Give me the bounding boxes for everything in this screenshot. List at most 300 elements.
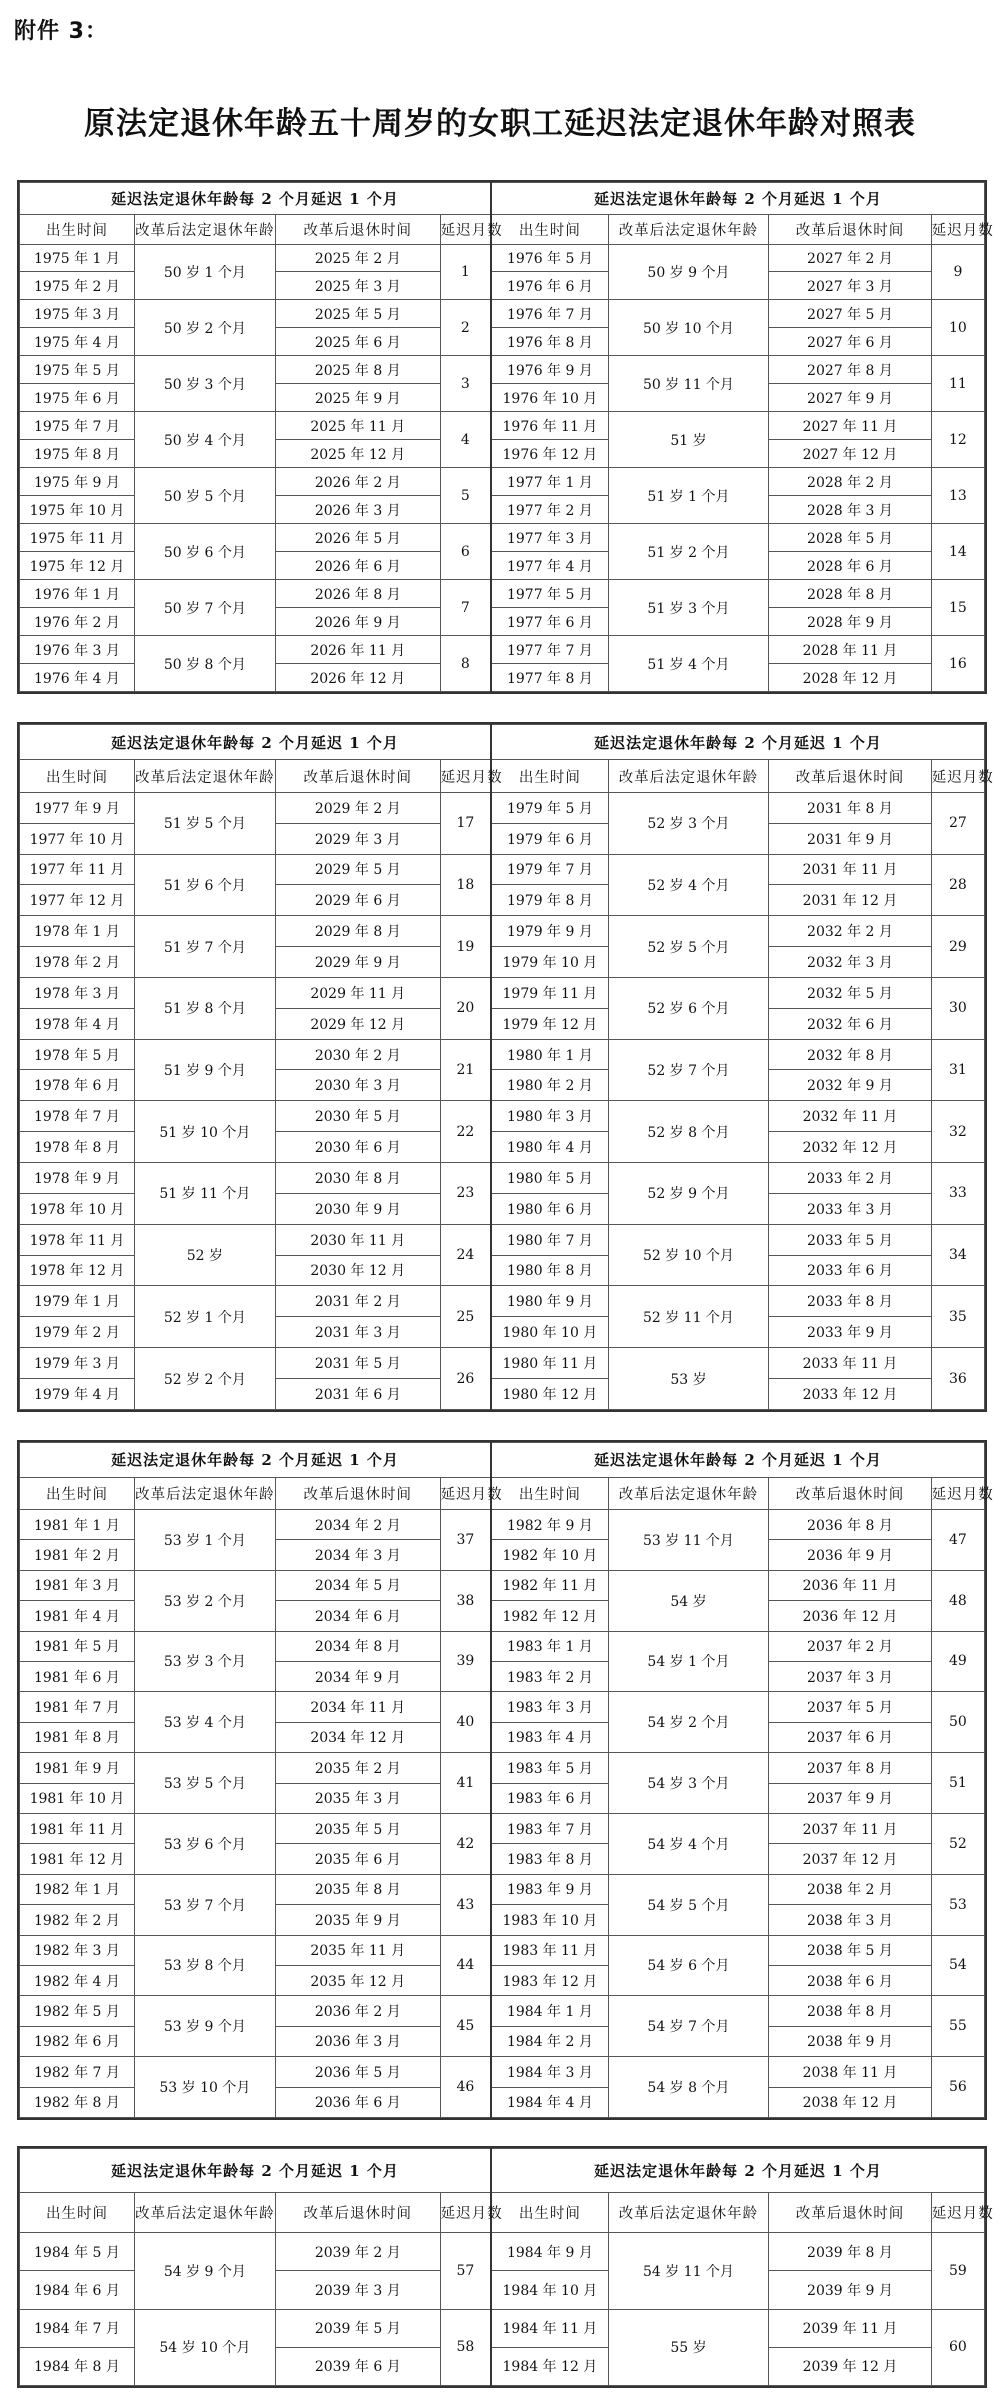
retirement-month-cell: 2026 年 6 月: [275, 552, 440, 580]
retirement-month-cell: 2039 年 5 月: [275, 2309, 440, 2347]
birth-month-cell: 1980 年 6 月: [491, 1193, 608, 1224]
birth-month-cell: 1981 年 11 月: [20, 1813, 135, 1843]
retirement-month-cell: 2038 年 6 月: [769, 1965, 932, 1995]
retirement-month-cell: 2028 年 2 月: [769, 468, 932, 496]
retirement-age-cell: 52 岁 4 个月: [608, 854, 768, 916]
retirement-age-cell: 54 岁 2 个月: [608, 1692, 768, 1753]
retirement-month-cell: 2036 年 3 月: [275, 2026, 440, 2056]
retirement-month-cell: 2026 年 12 月: [275, 664, 440, 692]
retirement-month-cell: 2025 年 3 月: [275, 272, 440, 300]
retirement-month-cell: 2035 年 9 月: [275, 1905, 440, 1935]
retirement-month-cell: 2035 年 12 月: [275, 1965, 440, 1995]
birth-month-cell: 1977 年 2 月: [491, 496, 608, 524]
retirement-month-cell: 2037 年 3 月: [769, 1661, 932, 1691]
lookup-table-1: [17, 180, 994, 694]
birth-month-cell: 1983 年 7 月: [491, 1813, 608, 1843]
attachment-label: 附件 3：: [14, 19, 108, 44]
birth-month-cell: 1982 年 3 月: [20, 1935, 135, 1965]
birth-month-cell: 1984 年 6 月: [20, 2271, 135, 2309]
column-header: 改革后法定退休年龄: [134, 760, 275, 792]
birth-month-cell: 1978 年 6 月: [20, 1070, 135, 1101]
delay-months-cell: 34: [931, 1224, 984, 1286]
retirement-month-cell: 2029 年 6 月: [275, 885, 440, 916]
retirement-month-cell: 2028 年 9 月: [769, 608, 932, 636]
column-header: 延迟月数: [440, 215, 491, 244]
lookup-table-4: [17, 2146, 994, 2388]
birth-month-cell: 1984 年 8 月: [20, 2347, 135, 2385]
table-row: [20, 1348, 985, 1379]
retirement-month-cell: 2030 年 8 月: [275, 1163, 440, 1194]
birth-month-cell: 1980 年 1 月: [491, 1039, 608, 1070]
birth-month-cell: 1977 年 12 月: [20, 885, 135, 916]
retirement-month-cell: 2026 年 11 月: [275, 636, 440, 664]
retirement-age-cell: 50 岁 11 个月: [608, 356, 768, 412]
birth-month-cell: 1980 年 11 月: [491, 1348, 608, 1379]
retirement-age-cell: 51 岁: [608, 412, 768, 468]
retirement-month-cell: 2035 年 2 月: [275, 1753, 440, 1783]
birth-month-cell: 1975 年 11 月: [20, 524, 135, 552]
retirement-age-cell: 52 岁: [134, 1224, 275, 1286]
column-header: 改革后退休时间: [275, 760, 440, 792]
retirement-age-cell: 53 岁 5 个月: [134, 1753, 275, 1814]
column-header: 延迟月数: [440, 760, 491, 792]
retirement-month-cell: 2034 年 3 月: [275, 1540, 440, 1570]
retirement-month-cell: 2038 年 11 月: [769, 2057, 932, 2087]
retirement-month-cell: 2037 年 6 月: [769, 1722, 932, 1752]
birth-month-cell: 1980 年 9 月: [491, 1286, 608, 1317]
birth-month-cell: 1976 年 2 月: [20, 608, 135, 636]
retirement-month-cell: 2027 年 9 月: [769, 384, 932, 412]
birth-month-cell: 1975 年 2 月: [20, 272, 135, 300]
delay-months-cell: 27: [931, 792, 984, 854]
delay-months-cell: 12: [931, 412, 984, 468]
retirement-month-cell: 2025 年 9 月: [275, 384, 440, 412]
retirement-table: [19, 182, 994, 692]
delay-months-cell: 53: [931, 1874, 984, 1935]
retirement-month-cell: 2028 年 6 月: [769, 552, 932, 580]
retirement-age-cell: 54 岁 1 个月: [608, 1631, 768, 1692]
retirement-month-cell: 2038 年 12 月: [769, 2087, 932, 2117]
birth-month-cell: 1975 年 5 月: [20, 356, 135, 384]
retirement-age-cell: 54 岁 11 个月: [608, 2233, 768, 2309]
birth-month-cell: 1983 年 10 月: [491, 1905, 608, 1935]
retirement-month-cell: 2027 年 8 月: [769, 356, 932, 384]
table-row: [20, 1224, 985, 1255]
retirement-age-cell: 50 岁 4 个月: [134, 412, 275, 468]
birth-month-cell: 1977 年 10 月: [20, 823, 135, 854]
retirement-month-cell: 2035 年 11 月: [275, 1935, 440, 1965]
birth-month-cell: 1982 年 1 月: [20, 1874, 135, 1904]
retirement-month-cell: 2035 年 6 月: [275, 1844, 440, 1874]
column-header: 出生时间: [491, 760, 608, 792]
retirement-month-cell: 2029 年 12 月: [275, 1008, 440, 1039]
birth-month-cell: 1984 年 10 月: [491, 2271, 608, 2309]
birth-month-cell: 1975 年 7 月: [20, 412, 135, 440]
retirement-month-cell: 2037 年 12 月: [769, 1844, 932, 1874]
birth-month-cell: 1984 年 1 月: [491, 1996, 608, 2026]
delay-months-cell: 15: [931, 580, 984, 636]
retirement-month-cell: 2026 年 5 月: [275, 524, 440, 552]
retirement-age-cell: 54 岁: [608, 1570, 768, 1631]
delay-months-cell: 43: [440, 1874, 491, 1935]
delay-months-cell: 23: [440, 1163, 491, 1225]
birth-month-cell: 1976 年 1 月: [20, 580, 135, 608]
retirement-age-cell: 54 岁 10 个月: [134, 2309, 275, 2385]
retirement-month-cell: 2029 年 8 月: [275, 916, 440, 947]
retirement-month-cell: 2035 年 3 月: [275, 1783, 440, 1813]
birth-month-cell: 1981 年 12 月: [20, 1844, 135, 1874]
birth-month-cell: 1979 年 12 月: [491, 1008, 608, 1039]
section-caption-right: 延迟法定退休年龄每 2 个月延迟 1 个月: [491, 1443, 984, 1478]
delay-months-cell: 19: [440, 916, 491, 978]
birth-month-cell: 1981 年 6 月: [20, 1661, 135, 1691]
retirement-month-cell: 2034 年 2 月: [275, 1509, 440, 1539]
retirement-month-cell: 2031 年 11 月: [769, 854, 932, 885]
delay-months-cell: 49: [931, 1631, 984, 1692]
column-header: 改革后法定退休年龄: [134, 2192, 275, 2232]
birth-month-cell: 1975 年 1 月: [20, 244, 135, 272]
birth-month-cell: 1980 年 10 月: [491, 1317, 608, 1348]
table-row: [20, 792, 985, 823]
retirement-month-cell: 2029 年 3 月: [275, 823, 440, 854]
table-row: [20, 468, 985, 496]
table-row: [20, 2057, 985, 2087]
retirement-age-cell: 52 岁 9 个月: [608, 1163, 768, 1225]
delay-months-cell: 1: [440, 244, 491, 300]
birth-month-cell: 1979 年 4 月: [20, 1378, 135, 1409]
column-header: 改革后退休时间: [769, 1477, 932, 1509]
delay-months-cell: 55: [931, 1996, 984, 2057]
delay-months-cell: 25: [440, 1286, 491, 1348]
birth-month-cell: 1976 年 8 月: [491, 328, 608, 356]
retirement-month-cell: 2027 年 5 月: [769, 300, 932, 328]
retirement-age-cell: 53 岁 7 个月: [134, 1874, 275, 1935]
birth-month-cell: 1981 年 10 月: [20, 1783, 135, 1813]
birth-month-cell: 1975 年 12 月: [20, 552, 135, 580]
retirement-month-cell: 2025 年 5 月: [275, 300, 440, 328]
retirement-month-cell: 2039 年 6 月: [275, 2347, 440, 2385]
birth-month-cell: 1979 年 10 月: [491, 947, 608, 978]
retirement-month-cell: 2038 年 3 月: [769, 1905, 932, 1935]
delay-months-cell: 17: [440, 792, 491, 854]
birth-month-cell: 1983 年 5 月: [491, 1753, 608, 1783]
retirement-age-cell: 51 岁 7 个月: [134, 916, 275, 978]
birth-month-cell: 1984 年 2 月: [491, 2026, 608, 2056]
retirement-month-cell: 2033 年 12 月: [769, 1378, 932, 1409]
birth-month-cell: 1978 年 8 月: [20, 1132, 135, 1163]
retirement-month-cell: 2036 年 11 月: [769, 1570, 932, 1600]
retirement-month-cell: 2038 年 2 月: [769, 1874, 932, 1904]
retirement-age-cell: 51 岁 3 个月: [608, 580, 768, 636]
retirement-age-cell: 51 岁 11 个月: [134, 1163, 275, 1225]
birth-month-cell: 1976 年 5 月: [491, 244, 608, 272]
delay-months-cell: 56: [931, 2057, 984, 2118]
table-row: [20, 244, 985, 272]
retirement-month-cell: 2027 年 3 月: [769, 272, 932, 300]
retirement-month-cell: 2031 年 9 月: [769, 823, 932, 854]
retirement-month-cell: 2037 年 5 月: [769, 1692, 932, 1722]
birth-month-cell: 1980 年 7 月: [491, 1224, 608, 1255]
birth-month-cell: 1980 年 2 月: [491, 1070, 608, 1101]
retirement-table: [19, 1442, 994, 2118]
birth-month-cell: 1978 年 12 月: [20, 1255, 135, 1286]
lookup-table-3: [17, 1440, 994, 2120]
delay-months-cell: 38: [440, 1570, 491, 1631]
birth-month-cell: 1982 年 6 月: [20, 2026, 135, 2056]
delay-months-cell: 60: [931, 2309, 984, 2385]
retirement-age-cell: 54 岁 8 个月: [608, 2057, 768, 2118]
birth-month-cell: 1983 年 1 月: [491, 1631, 608, 1661]
delay-months-cell: 52: [931, 1813, 984, 1874]
retirement-age-cell: 50 岁 6 个月: [134, 524, 275, 580]
column-header: 改革后法定退休年龄: [134, 1477, 275, 1509]
birth-month-cell: 1980 年 4 月: [491, 1132, 608, 1163]
retirement-month-cell: 2035 年 5 月: [275, 1813, 440, 1843]
retirement-month-cell: 2039 年 9 月: [769, 2271, 932, 2309]
retirement-month-cell: 2038 年 8 月: [769, 1996, 932, 2026]
birth-month-cell: 1976 年 12 月: [491, 440, 608, 468]
retirement-age-cell: 51 岁 2 个月: [608, 524, 768, 580]
column-header: 出生时间: [491, 215, 608, 244]
delay-months-cell: 50: [931, 1692, 984, 1753]
retirement-month-cell: 2028 年 12 月: [769, 664, 932, 692]
birth-month-cell: 1979 年 7 月: [491, 854, 608, 885]
birth-month-cell: 1984 年 12 月: [491, 2347, 608, 2385]
retirement-month-cell: 2030 年 9 月: [275, 1193, 440, 1224]
column-header: 延迟月数: [931, 760, 984, 792]
retirement-month-cell: 2028 年 11 月: [769, 636, 932, 664]
retirement-month-cell: 2031 年 12 月: [769, 885, 932, 916]
birth-month-cell: 1982 年 8 月: [20, 2087, 135, 2117]
birth-month-cell: 1977 年 7 月: [491, 636, 608, 664]
delay-months-cell: 45: [440, 1996, 491, 2057]
retirement-age-cell: 55 岁: [608, 2309, 768, 2385]
retirement-month-cell: 2033 年 11 月: [769, 1348, 932, 1379]
page-title: 原法定退休年龄五十周岁的女职工延迟法定退休年龄对照表: [84, 106, 916, 142]
retirement-month-cell: 2031 年 2 月: [275, 1286, 440, 1317]
retirement-age-cell: 51 岁 10 个月: [134, 1101, 275, 1163]
retirement-month-cell: 2027 年 2 月: [769, 244, 932, 272]
retirement-month-cell: 2033 年 8 月: [769, 1286, 932, 1317]
birth-month-cell: 1982 年 12 月: [491, 1601, 608, 1631]
retirement-month-cell: 2036 年 8 月: [769, 1509, 932, 1539]
birth-month-cell: 1978 年 9 月: [20, 1163, 135, 1194]
retirement-month-cell: 2031 年 8 月: [769, 792, 932, 823]
delay-months-cell: 7: [440, 580, 491, 636]
retirement-table: [19, 2148, 994, 2386]
section-caption-right: 延迟法定退休年龄每 2 个月延迟 1 个月: [491, 2149, 984, 2193]
delay-months-cell: 48: [931, 1570, 984, 1631]
table-row: [20, 977, 985, 1008]
delay-months-cell: 44: [440, 1935, 491, 1996]
delay-months-cell: 21: [440, 1039, 491, 1101]
birth-month-cell: 1983 年 3 月: [491, 1692, 608, 1722]
delay-months-cell: 18: [440, 854, 491, 916]
table-row: [20, 412, 985, 440]
retirement-month-cell: 2039 年 8 月: [769, 2233, 932, 2271]
retirement-month-cell: 2032 年 11 月: [769, 1101, 932, 1132]
retirement-age-cell: 51 岁 4 个月: [608, 636, 768, 692]
birth-month-cell: 1977 年 11 月: [20, 854, 135, 885]
retirement-month-cell: 2025 年 11 月: [275, 412, 440, 440]
birth-month-cell: 1981 年 9 月: [20, 1753, 135, 1783]
birth-month-cell: 1984 年 5 月: [20, 2233, 135, 2271]
birth-month-cell: 1979 年 9 月: [491, 916, 608, 947]
retirement-month-cell: 2038 年 9 月: [769, 2026, 932, 2056]
section-caption-left: 延迟法定退休年龄每 2 个月延迟 1 个月: [20, 1443, 492, 1478]
birth-month-cell: 1976 年 4 月: [20, 664, 135, 692]
birth-month-cell: 1977 年 5 月: [491, 580, 608, 608]
delay-months-cell: 59: [931, 2233, 984, 2309]
column-header: 延迟月数: [440, 1477, 491, 1509]
column-header: 延迟月数: [931, 2192, 984, 2232]
retirement-month-cell: 2030 年 12 月: [275, 1255, 440, 1286]
retirement-month-cell: 2034 年 11 月: [275, 1692, 440, 1722]
birth-month-cell: 1978 年 2 月: [20, 947, 135, 978]
retirement-month-cell: 2029 年 2 月: [275, 792, 440, 823]
retirement-month-cell: 2034 年 8 月: [275, 1631, 440, 1661]
table-row: [20, 1996, 985, 2026]
birth-month-cell: 1981 年 4 月: [20, 1601, 135, 1631]
birth-month-cell: 1976 年 11 月: [491, 412, 608, 440]
birth-month-cell: 1978 年 1 月: [20, 916, 135, 947]
retirement-age-cell: 53 岁 3 个月: [134, 1631, 275, 1692]
column-header: 出生时间: [20, 760, 135, 792]
birth-month-cell: 1976 年 7 月: [491, 300, 608, 328]
delay-months-cell: 8: [440, 636, 491, 692]
retirement-age-cell: 54 岁 6 个月: [608, 1935, 768, 1996]
birth-month-cell: 1981 年 1 月: [20, 1509, 135, 1539]
retirement-month-cell: 2029 年 9 月: [275, 947, 440, 978]
table-row: [20, 1101, 985, 1132]
birth-month-cell: 1983 年 6 月: [491, 1783, 608, 1813]
retirement-age-cell: 51 岁 1 个月: [608, 468, 768, 524]
retirement-month-cell: 2031 年 5 月: [275, 1348, 440, 1379]
column-header: 改革后退休时间: [769, 760, 932, 792]
retirement-month-cell: 2032 年 2 月: [769, 916, 932, 947]
delay-months-cell: 16: [931, 636, 984, 692]
retirement-month-cell: 2032 年 12 月: [769, 1132, 932, 1163]
birth-month-cell: 1976 年 6 月: [491, 272, 608, 300]
retirement-month-cell: 2029 年 11 月: [275, 977, 440, 1008]
delay-months-cell: 31: [931, 1039, 984, 1101]
retirement-month-cell: 2032 年 6 月: [769, 1008, 932, 1039]
retirement-age-cell: 53 岁 1 个月: [134, 1509, 275, 1570]
retirement-month-cell: 2037 年 2 月: [769, 1631, 932, 1661]
table-row: [20, 1935, 985, 1965]
retirement-age-cell: 53 岁 2 个月: [134, 1570, 275, 1631]
table-row: [20, 356, 985, 384]
retirement-age-cell: 53 岁 9 个月: [134, 1996, 275, 2057]
column-header: 出生时间: [491, 1477, 608, 1509]
delay-months-cell: 41: [440, 1753, 491, 1814]
birth-month-cell: 1982 年 11 月: [491, 1570, 608, 1600]
birth-month-cell: 1975 年 8 月: [20, 440, 135, 468]
birth-month-cell: 1980 年 8 月: [491, 1255, 608, 1286]
birth-month-cell: 1975 年 4 月: [20, 328, 135, 356]
birth-month-cell: 1978 年 10 月: [20, 1193, 135, 1224]
column-header: 改革后法定退休年龄: [608, 215, 768, 244]
retirement-age-cell: 54 岁 9 个月: [134, 2233, 275, 2309]
birth-month-cell: 1977 年 3 月: [491, 524, 608, 552]
delay-months-cell: 14: [931, 524, 984, 580]
table-row: [20, 2233, 985, 2271]
column-header: 改革后退休时间: [275, 2192, 440, 2232]
birth-month-cell: 1981 年 2 月: [20, 1540, 135, 1570]
retirement-table: [19, 724, 994, 1410]
retirement-month-cell: 2031 年 6 月: [275, 1378, 440, 1409]
retirement-month-cell: 2027 年 6 月: [769, 328, 932, 356]
retirement-month-cell: 2025 年 2 月: [275, 244, 440, 272]
retirement-age-cell: 50 岁 5 个月: [134, 468, 275, 524]
table-row: [20, 1039, 985, 1070]
delay-months-cell: 40: [440, 1692, 491, 1753]
birth-month-cell: 1984 年 7 月: [20, 2309, 135, 2347]
retirement-month-cell: 2026 年 3 月: [275, 496, 440, 524]
retirement-age-cell: 54 岁 5 个月: [608, 1874, 768, 1935]
column-header: 改革后退休时间: [769, 2192, 932, 2232]
retirement-month-cell: 2039 年 12 月: [769, 2347, 932, 2385]
retirement-age-cell: 54 岁 7 个月: [608, 1996, 768, 2057]
birth-month-cell: 1979 年 6 月: [491, 823, 608, 854]
retirement-age-cell: 51 岁 6 个月: [134, 854, 275, 916]
birth-month-cell: 1983 年 11 月: [491, 1935, 608, 1965]
section-caption-right: 延迟法定退休年龄每 2 个月延迟 1 个月: [491, 725, 984, 760]
retirement-age-cell: 53 岁 11 个月: [608, 1509, 768, 1570]
retirement-month-cell: 2026 年 9 月: [275, 608, 440, 636]
delay-months-cell: 35: [931, 1286, 984, 1348]
birth-month-cell: 1979 年 2 月: [20, 1317, 135, 1348]
delay-months-cell: 20: [440, 977, 491, 1039]
table-row: [20, 854, 985, 885]
birth-month-cell: 1978 年 7 月: [20, 1101, 135, 1132]
delay-months-cell: 57: [440, 2233, 491, 2309]
retirement-month-cell: 2033 年 3 月: [769, 1193, 932, 1224]
column-header: 出生时间: [20, 1477, 135, 1509]
retirement-age-cell: 53 岁 4 个月: [134, 1692, 275, 1753]
table-row: [20, 300, 985, 328]
retirement-month-cell: 2033 年 9 月: [769, 1317, 932, 1348]
birth-month-cell: 1979 年 8 月: [491, 885, 608, 916]
retirement-month-cell: 2032 年 3 月: [769, 947, 932, 978]
retirement-month-cell: 2037 年 8 月: [769, 1753, 932, 1783]
retirement-month-cell: 2034 年 5 月: [275, 1570, 440, 1600]
birth-month-cell: 1977 年 6 月: [491, 608, 608, 636]
retirement-month-cell: 2039 年 11 月: [769, 2309, 932, 2347]
delay-months-cell: 58: [440, 2309, 491, 2385]
retirement-age-cell: 50 岁 10 个月: [608, 300, 768, 356]
retirement-age-cell: 52 岁 8 个月: [608, 1101, 768, 1163]
birth-month-cell: 1978 年 3 月: [20, 977, 135, 1008]
retirement-month-cell: 2027 年 11 月: [769, 412, 932, 440]
birth-month-cell: 1981 年 3 月: [20, 1570, 135, 1600]
table-row: [20, 524, 985, 552]
retirement-month-cell: 2026 年 2 月: [275, 468, 440, 496]
delay-months-cell: 32: [931, 1101, 984, 1163]
retirement-month-cell: 2034 年 12 月: [275, 1722, 440, 1752]
lookup-table-2: [17, 722, 994, 1412]
retirement-month-cell: 2025 年 6 月: [275, 328, 440, 356]
birth-month-cell: 1979 年 1 月: [20, 1286, 135, 1317]
retirement-month-cell: 2025 年 12 月: [275, 440, 440, 468]
table-row: [20, 1874, 985, 1904]
retirement-age-cell: 52 岁 6 个月: [608, 977, 768, 1039]
birth-month-cell: 1975 年 10 月: [20, 496, 135, 524]
retirement-age-cell: 51 岁 9 个月: [134, 1039, 275, 1101]
birth-month-cell: 1982 年 2 月: [20, 1905, 135, 1935]
birth-month-cell: 1979 年 11 月: [491, 977, 608, 1008]
birth-month-cell: 1982 年 9 月: [491, 1509, 608, 1539]
